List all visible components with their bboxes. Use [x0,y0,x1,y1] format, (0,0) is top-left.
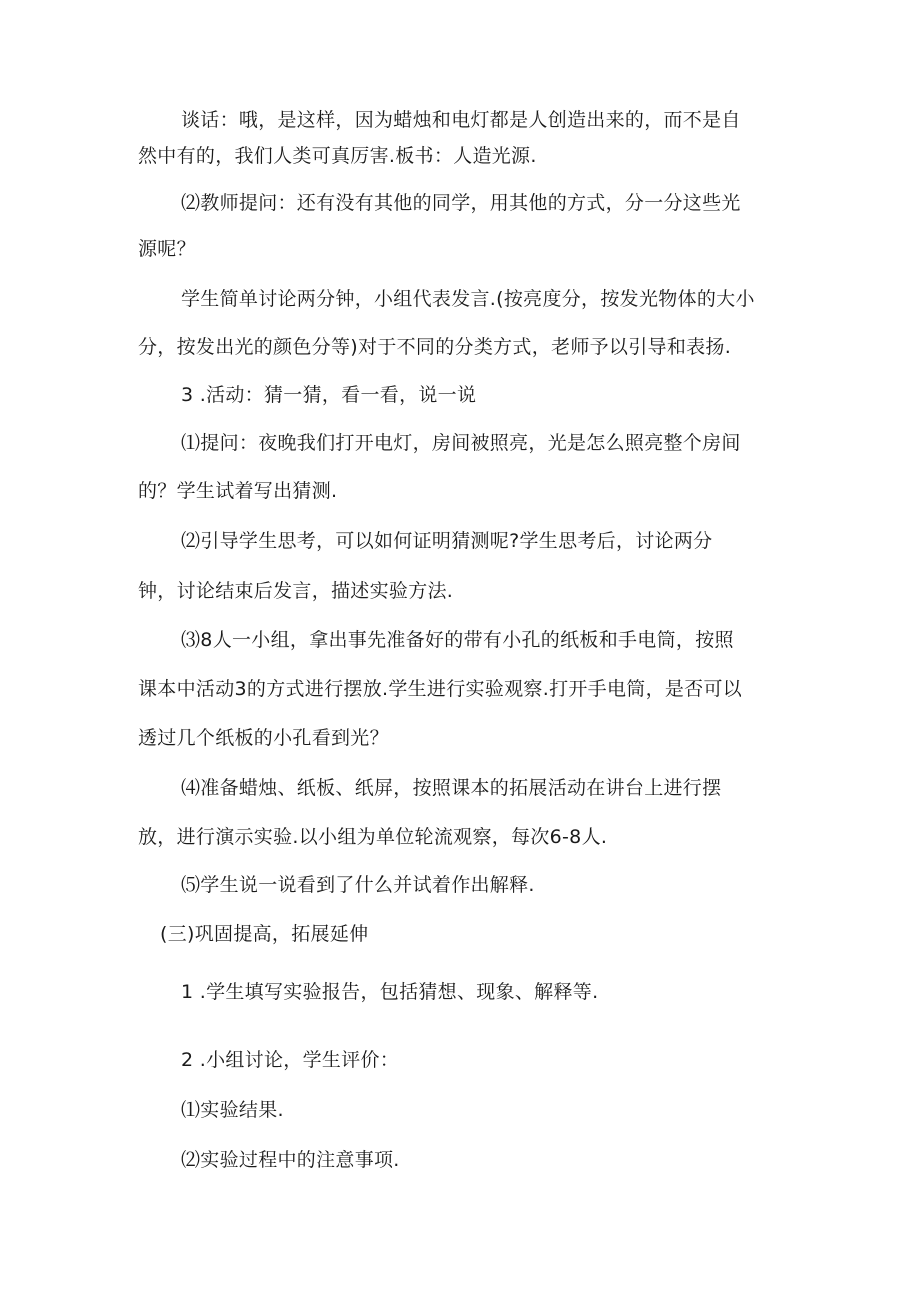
paragraph-line: 钟，讨论结束后发言，描述实验方法. [138,580,454,602]
paragraph-line: ⑴提问：夜晚我们打开电灯，房间被照亮，光是怎么照亮整个房间 [181,432,741,454]
paragraph-line: 谈话：哦，是这样，因为蜡烛和电灯都是人创造出来的，而不是自 [181,109,741,131]
paragraph-line: 透过几个纸板的小孔看到光？ [138,727,389,749]
paragraph-line: 1 .学生填写实验报告，包括猜想、现象、解释等. [181,981,599,1003]
paragraph-line: 学生简单讨论两分钟，小组代表发言.(按亮度分，按发光物体的大小 [181,288,755,310]
paragraph-line: ⑶8人一小组，拿出事先准备好的带有小孔的纸板和手电筒，按照 [181,629,734,651]
paragraph-line: ⑵实验过程中的注意事项. [181,1149,400,1171]
paragraph-line: ⑵教师提问：还有没有其他的同学，用其他的方式，分一分这些光 [181,192,741,214]
paragraph-line: ⑵引导学生思考，可以如何证明猜测呢?学生思考后，讨论两分 [181,530,713,552]
paragraph-line: 然中有的，我们人类可真厉害.板书：人造光源. [138,145,537,167]
paragraph-line: 课本中活动3的方式进行摆放.学生进行实验观察.打开手电筒，是否可以 [138,678,743,700]
paragraph-line: 2 .小组讨论，学生评价： [181,1049,400,1071]
paragraph-line: 分，按发出光的颜色分等)对于不同的分类方式，老师予以引导和表扬. [138,336,732,358]
paragraph-line: ⑸学生说一说看到了什么并试着作出解释. [181,874,535,896]
paragraph-line: 的？学生试着写出猜测. [138,480,338,502]
section-heading: (三)巩固提高，拓展延伸 [160,923,369,945]
paragraph-line: 3 .活动：猜一猜，看一看，说一说 [181,384,477,406]
paragraph-line: 放，进行演示实验.以小组为单位轮流观察，每次6-8人. [138,826,608,848]
paragraph-line: 源呢？ [138,238,196,260]
paragraph-line: ⑷准备蜡烛、纸板、纸屏，按照课本的拓展活动在讲台上进行摆 [181,777,722,799]
paragraph-line: ⑴实验结果. [181,1099,284,1121]
